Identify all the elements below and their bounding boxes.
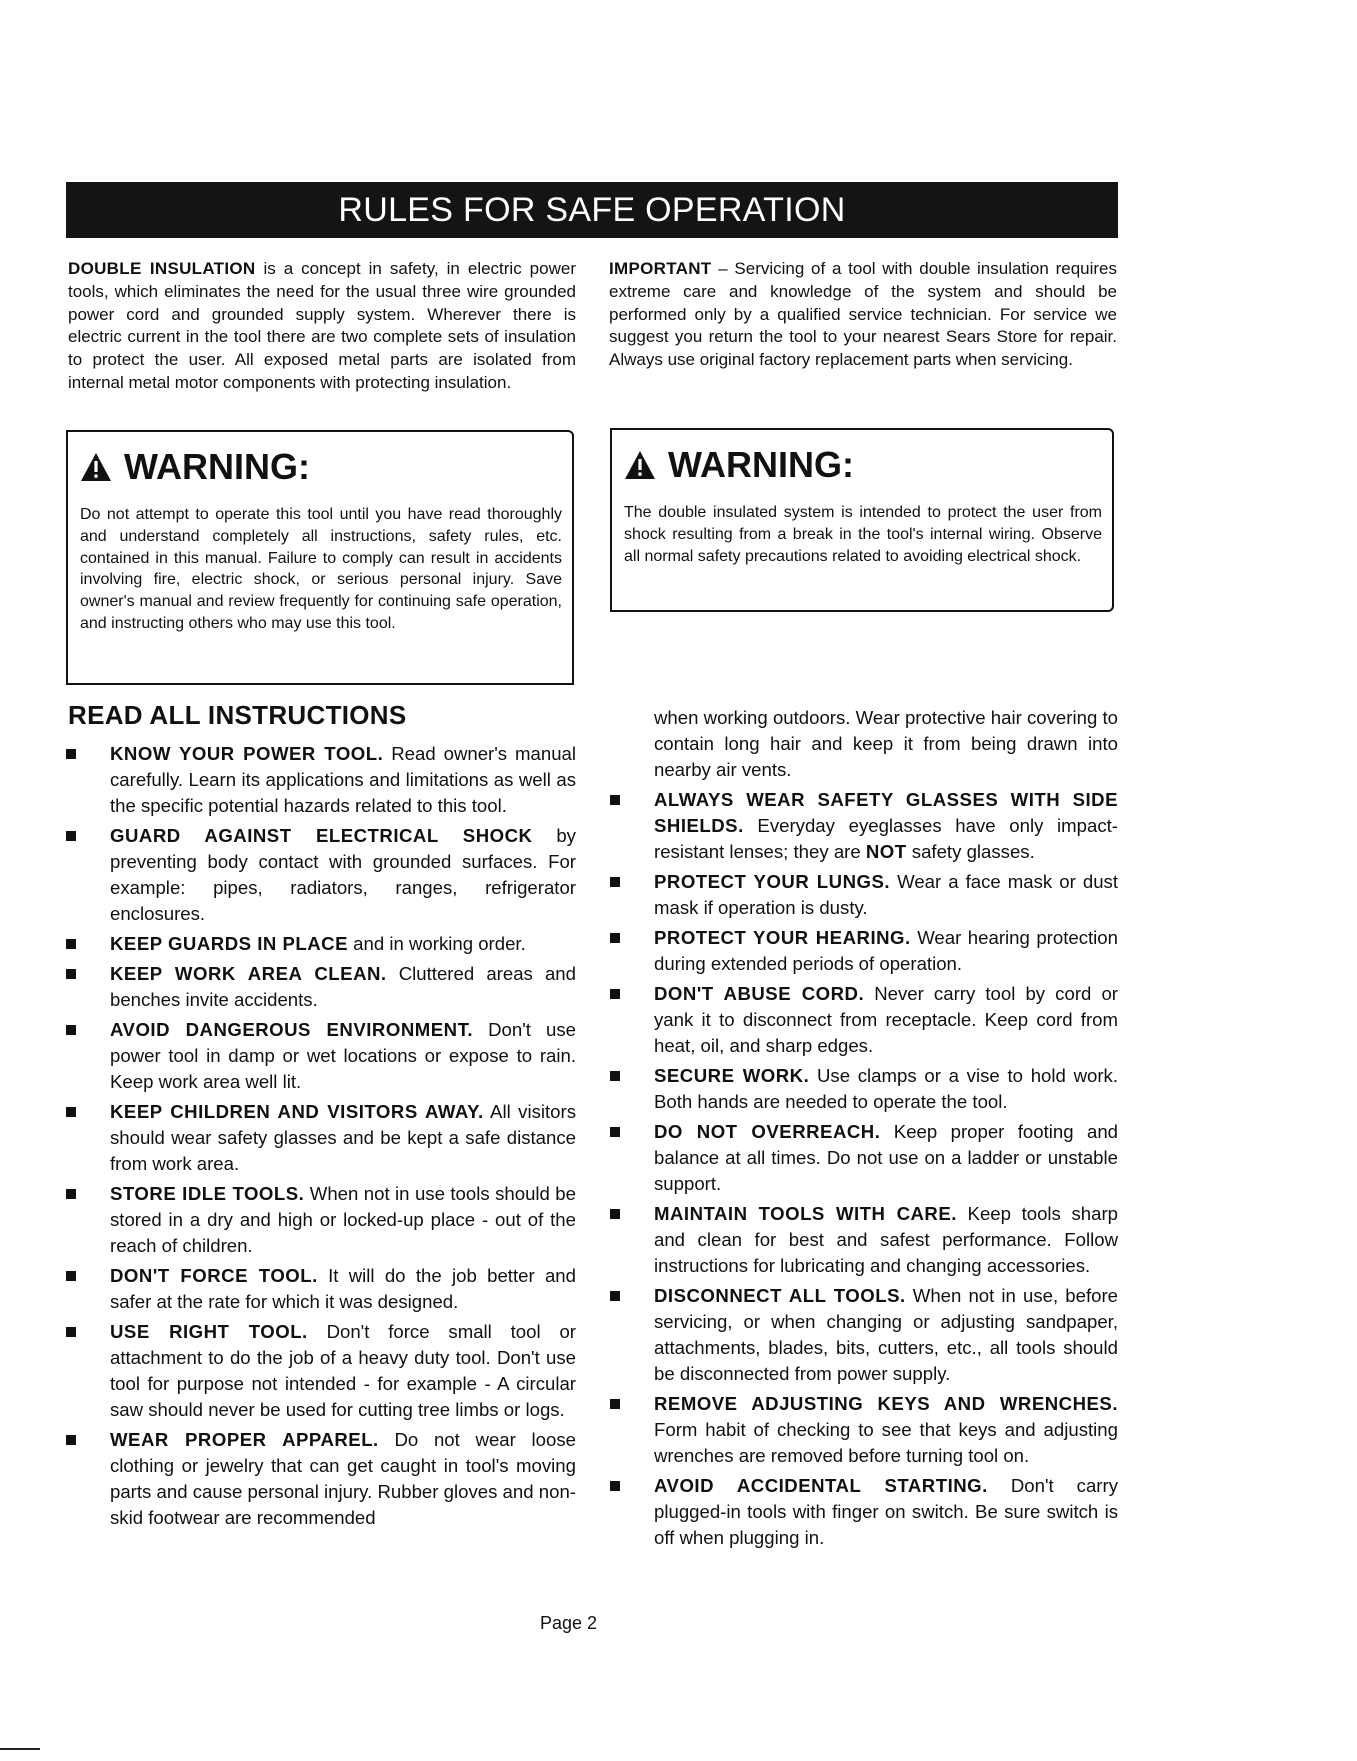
rule-item	[66, 1263, 576, 1315]
rule-item	[610, 787, 1118, 865]
rule-item	[66, 961, 576, 1013]
rule-text: Keep tools sharp and clean for best and safest performance. Follow instructions for lubricating and changing accessories.	[654, 1203, 1118, 1276]
rule-title: SECURE WORK.	[654, 1065, 810, 1086]
bullet-square-icon	[66, 1435, 76, 1445]
rule-text: and in working order.	[347, 933, 526, 954]
warning-heading-right	[624, 444, 1102, 486]
bullet-square-icon	[66, 1107, 76, 1117]
warning-box-right	[610, 428, 1114, 612]
bullet-square-icon	[66, 939, 76, 949]
bullet-square-icon	[610, 795, 620, 805]
warning-triangle-icon	[80, 452, 112, 482]
banner-title: RULES FOR SAFE OPERATION	[338, 191, 846, 229]
rule-title: PROTECT YOUR HEARING.	[654, 927, 911, 948]
bullet-square-icon	[66, 1271, 76, 1281]
rule-text: Never carry tool by cord or yank it to disconnect from receptacle. Keep cord from heat, oil, and sharp edges.	[654, 983, 1118, 1056]
rule-item	[610, 869, 1118, 921]
rule-item	[66, 1427, 576, 1531]
rule-item	[610, 925, 1118, 977]
rule-text: Wear hearing protection during extended periods of operation.	[654, 927, 1118, 974]
bullet-square-icon	[66, 1327, 76, 1337]
rule-text: Don't use power tool in damp or wet locations or expose to rain. Keep work area well lit.	[110, 1019, 576, 1092]
rule-text: Cluttered areas and benches invite accidents.	[110, 963, 576, 1010]
rule-text: When not in use tools should be stored in a dry and high or locked-up place - out of the reach of children.	[110, 1183, 576, 1256]
rule-item	[610, 1283, 1118, 1387]
rule-item	[610, 1119, 1118, 1197]
bullet-square-icon	[610, 1071, 620, 1081]
rule-item	[66, 1099, 576, 1177]
rule-item	[610, 981, 1118, 1059]
important-paragraph	[609, 258, 1117, 372]
rule-text: It will do the job better and safer at the rate for which it was designed.	[110, 1265, 576, 1312]
double-insulation-paragraph	[68, 258, 576, 395]
rule-item	[610, 1063, 1118, 1115]
rule-title: REMOVE ADJUSTING KEYS AND WRENCHES.	[654, 1393, 1118, 1414]
rule-emphasis: NOT	[865, 841, 907, 862]
rule-title: GUARD AGAINST ELECTRICAL SHOCK	[110, 825, 533, 846]
rule-continuation: when working outdoors. Wear protective hair covering to contain long hair and keep it from being drawn into nearby air vents.	[654, 707, 1118, 780]
rule-item	[66, 1017, 576, 1095]
rule-title: KNOW YOUR POWER TOOL.	[110, 743, 384, 764]
warning-text-right: The double insulated system is intended to protect the user from shock resulting from a break in the tool's internal wiring. Observe all normal safety precautions related to avoiding electrical shock.	[624, 504, 1102, 565]
rule-title: PROTECT YOUR LUNGS.	[654, 871, 891, 892]
rule-text: Form habit of checking to see that keys and adjusting wrenches are removed before turning tool on.	[654, 1419, 1118, 1466]
warning-heading-left	[80, 446, 562, 488]
rule-item	[66, 1319, 576, 1423]
rule-text-end: safety glasses.	[906, 841, 1035, 862]
bullet-square-icon	[66, 749, 76, 759]
bullet-square-icon	[610, 1291, 620, 1301]
rule-title: MAINTAIN TOOLS WITH CARE.	[654, 1203, 957, 1224]
warning-text-left: Do not attempt to operate this tool until you have read thoroughly and understand completely all instructions, safety rules, etc. contained in this manual. Failure to comply can result in accidents involving fire, electric shock, or serious personal injury. Save owner's manual and review frequently for continuing safe operation, and instructing others who may use this tool.	[80, 506, 562, 632]
rule-text: Do not wear loose clothing or jewelry that can get caught in tool's moving parts and cause personal injury. Rubber gloves and non-skid footwear are recommended	[110, 1429, 576, 1528]
footer-rule	[0, 1748, 40, 1750]
bullet-square-icon	[610, 989, 620, 999]
read-all-instructions-heading: READ ALL INSTRUCTIONS	[68, 700, 407, 730]
rule-item	[610, 1201, 1118, 1279]
section-banner	[66, 182, 1118, 238]
bullet-square-icon	[66, 1189, 76, 1199]
rule-title: KEEP WORK AREA CLEAN.	[110, 963, 387, 984]
rule-text: Everyday eyeglasses have only impact-resistant lenses; they are	[654, 815, 1118, 862]
rule-title: DON'T ABUSE CORD.	[654, 983, 865, 1004]
rules-list-left	[66, 741, 576, 1535]
rule-title: WEAR PROPER APPAREL.	[110, 1429, 379, 1450]
rule-item	[610, 1391, 1118, 1469]
double-insulation-lead: DOUBLE INSULATION	[68, 259, 256, 278]
rule-text: Don't force small tool or attachment to do the job of a heavy duty tool. Don't use tool for purpose not intended - for example - A circular saw should never be used for cutting tree limbs or logs.	[110, 1321, 576, 1420]
rule-title: USE RIGHT TOOL.	[110, 1321, 308, 1342]
important-lead: IMPORTANT	[609, 259, 712, 278]
rule-title: KEEP CHILDREN AND VISITORS AWAY.	[110, 1101, 484, 1122]
rule-item	[66, 1181, 576, 1259]
rule-text: Keep proper footing and balance at all times. Do not use on a ladder or unstable support.	[654, 1121, 1118, 1194]
rule-item	[610, 1473, 1118, 1551]
rule-title: STORE IDLE TOOLS.	[110, 1183, 305, 1204]
rule-text: Don't carry plugged-in tools with finger on switch. Be sure switch is off when plugging in.	[654, 1475, 1118, 1548]
bullet-square-icon	[610, 877, 620, 887]
bullet-square-icon	[66, 1025, 76, 1035]
rule-item	[66, 741, 576, 819]
rule-title: DO NOT OVERREACH.	[654, 1121, 881, 1142]
warning-box-left	[66, 430, 574, 685]
rule-title: ALWAYS WEAR SAFETY GLASSES WITH SIDE SHIELDS.	[654, 789, 1118, 836]
rule-text: When not in use, before servicing, or when changing or adjusting sandpaper, attachments, blades, bits, cutters, etc., all tools should be disconnected from power supply.	[654, 1285, 1118, 1384]
warning-label-right: WARNING:	[668, 444, 854, 485]
bullet-square-icon	[610, 1399, 620, 1409]
important-text: – Servicing of a tool with double insulation requires extreme care and knowledge of the system and should be performed only by a qualified service technician. For service we suggest you return the tool to your nearest Sears Store for repair. Always use original factory replacement parts when servicing.	[609, 259, 1117, 370]
bullet-square-icon	[610, 1209, 620, 1219]
bullet-square-icon	[66, 969, 76, 979]
rule-item	[66, 823, 576, 927]
rule-title: DISCONNECT ALL TOOLS.	[654, 1285, 906, 1306]
rule-text: by preventing body contact with grounded surfaces. For example: pipes, radiators, ranges, refrigerator enclosures.	[110, 825, 576, 924]
rule-item	[66, 931, 576, 957]
rule-text: All visitors should wear safety glasses and be kept a safe distance from work area.	[110, 1101, 576, 1174]
bullet-square-icon	[610, 1481, 620, 1491]
warning-triangle-icon	[624, 450, 656, 480]
page-number: Page 2	[540, 1613, 598, 1633]
rule-title: KEEP GUARDS IN PLACE	[110, 933, 348, 954]
rule-title: AVOID ACCIDENTAL STARTING.	[654, 1475, 988, 1496]
bullet-square-icon	[610, 1127, 620, 1137]
rule-title: DON'T FORCE TOOL.	[110, 1265, 318, 1286]
warning-label-left: WARNING:	[124, 446, 310, 487]
rule-text: Use clamps or a vise to hold work. Both hands are needed to operate the tool.	[654, 1065, 1118, 1112]
rule-text: Read owner's manual carefully. Learn its applications and limitations as well as the specific potential hazards related to this tool.	[110, 743, 577, 816]
bullet-square-icon	[66, 831, 76, 841]
double-insulation-text: is a concept in safety, in electric power tools, which eliminates the need for the usual three wire grounded power cord and grounded supply system. Wherever there is electric current in the tool there are two complete sets of insulation to protect the user. All exposed metal parts are isolated from internal metal motor components with protecting insulation.	[68, 259, 576, 392]
rule-title: AVOID DANGEROUS ENVIRONMENT.	[110, 1019, 474, 1040]
bullet-square-icon	[610, 933, 620, 943]
rules-list-right	[610, 705, 1118, 1555]
rule-text: Wear a face mask or dust mask if operation is dusty.	[654, 871, 1118, 918]
